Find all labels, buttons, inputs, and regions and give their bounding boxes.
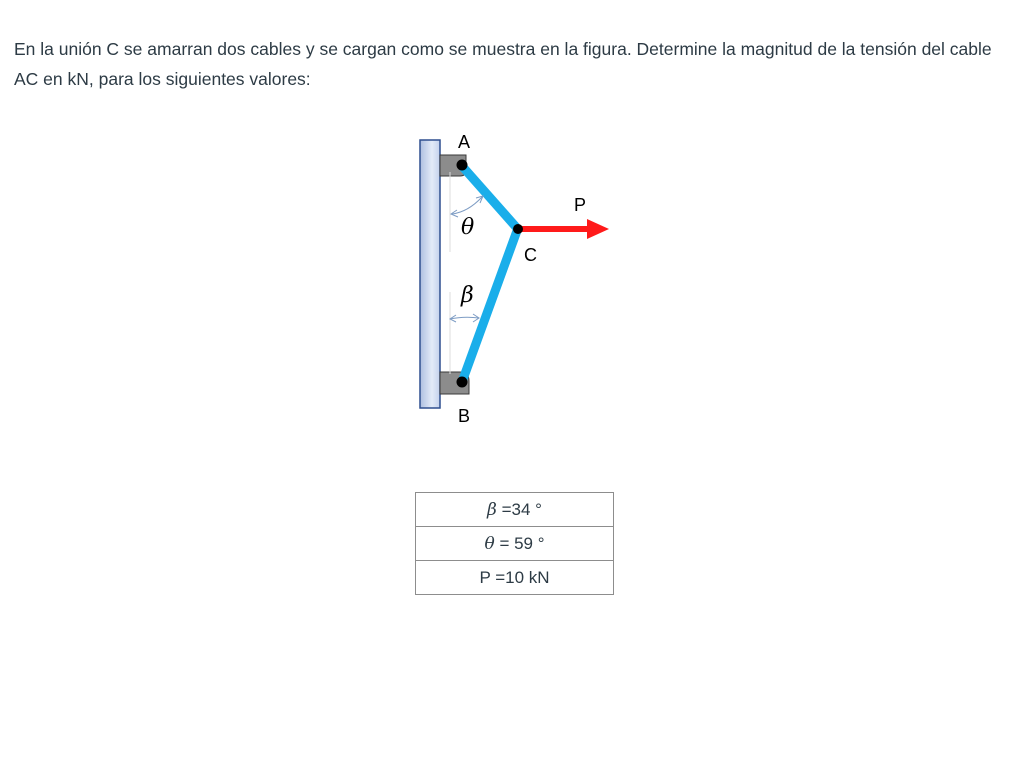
beta-value-text: =34 ° [496,499,542,519]
label-b: B [458,406,471,426]
table-row [416,527,614,561]
beta-value [416,493,614,527]
force-arrow-head [587,219,609,239]
label-p: P [574,195,587,215]
joint-c [513,224,523,234]
theta-arc [451,196,483,217]
label-c: C [524,245,537,265]
table-row [416,493,614,527]
theta-value-text: = 59 ° [494,533,545,553]
joint-b [457,377,468,388]
cable-diagram [400,122,640,432]
label-beta: β [461,283,474,308]
label-a: A [458,132,471,152]
theta-symbol: θ [484,533,495,554]
label-theta: θ [461,215,475,240]
values-table [415,492,614,595]
beta-arc [450,314,479,322]
table-row [416,561,614,595]
wall [420,140,440,408]
theta-value [416,527,614,561]
p-value: P =10 kN [416,561,614,595]
question-text: En la unión C se amarran dos cables y se cargan como se muestra en la figura. Determine la magnitud de la tensión del cable AC en kN, para los siguientes valores: [14,39,992,89]
joint-a [457,160,468,171]
beta-symbol: β [487,499,497,520]
